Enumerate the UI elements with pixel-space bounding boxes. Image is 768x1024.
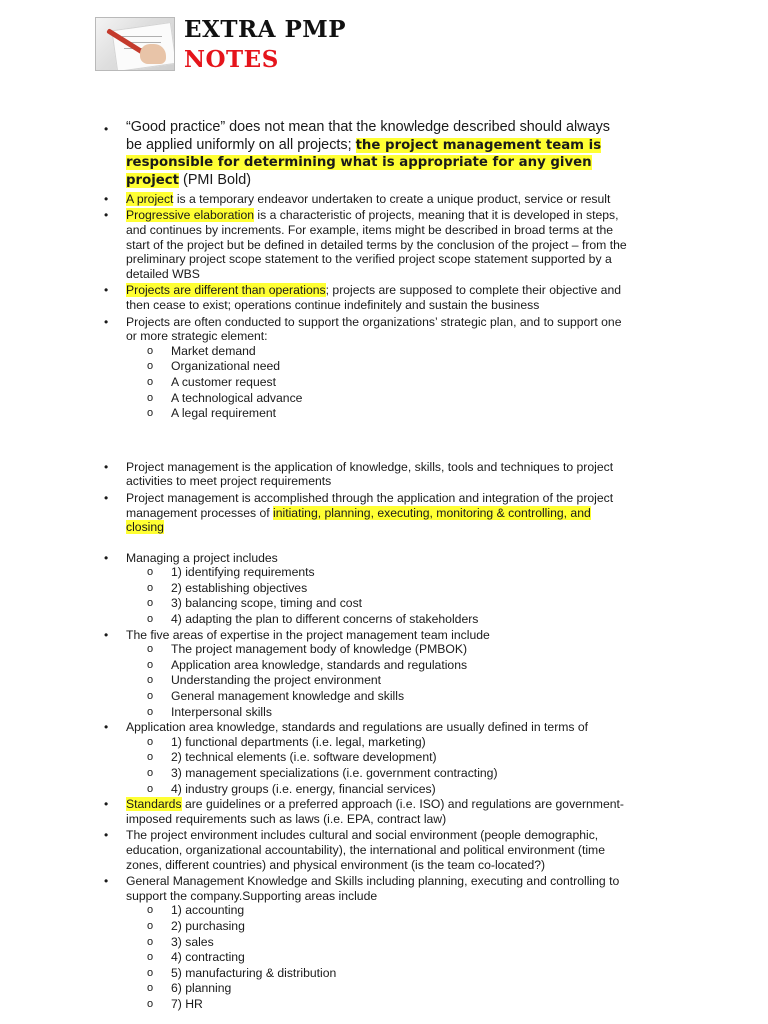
- sub-list-item: o 2) purchasing: [147, 918, 245, 933]
- highlighted-text: Progressive elaboration: [126, 208, 255, 223]
- sub-list-item: o 4) contracting: [147, 950, 245, 965]
- circle-bullet-icon: o: [147, 690, 154, 703]
- sub-list-item: o General management knowledge and skills: [147, 689, 405, 704]
- sub-list-item: o 4) industry groups (i.e. energy, financial services): [147, 781, 436, 796]
- circle-bullet-icon: o: [147, 597, 154, 610]
- highlighted-text: Projects are different than operations: [126, 283, 326, 298]
- list-item: • Progressive elaboration is a characteristic of projects, meaning that it is developed in steps, and continues by increments. For example, items might be described in broad terms at the start of the project but be defined in detailed terms by the conclusion of the project – from the preliminary project scope statement to the verified project scope statement supported by a detailed WBS: [104, 208, 627, 281]
- circle-bullet-icon: o: [147, 767, 154, 779]
- sub-list-item: o A technological advance: [147, 390, 303, 405]
- circle-bullet-icon: o: [147, 407, 154, 420]
- circle-bullet-icon: o: [147, 935, 154, 948]
- page-title: EXTRA PMP: [184, 16, 347, 43]
- notes-photo-icon: [95, 17, 175, 71]
- circle-bullet-icon: o: [147, 581, 154, 594]
- circle-bullet-icon: o: [147, 566, 154, 579]
- list-item: • “Good practice” does not mean that the knowledge described should always be applied uniformly on all projects; the project management team is responsible for determining what is appropriate for any given project (PMI Bold): [104, 119, 610, 189]
- sub-list-item: o 1) functional departments (i.e. legal, marketing): [147, 734, 426, 749]
- highlighted-text: the project management team is responsible for determining what is appropriate for any given project: [126, 137, 602, 189]
- highlighted-text: A project: [126, 191, 174, 206]
- list-item: • Projects are different than operations; projects are supposed to complete their objective and then cease to exist; operations continue indefinitely and sustain the business: [104, 283, 622, 312]
- bullet-icon: •: [104, 208, 109, 223]
- highlighted-text: Standards: [126, 797, 182, 812]
- list-item: • General Management Knowledge and Skills including planning, executing and controlling to support the company.Supporting areas include: [104, 874, 620, 903]
- page-subtitle: NOTES: [184, 46, 279, 73]
- sub-list-item: o 4) adapting the plan to different concerns of stakeholders: [147, 612, 479, 627]
- circle-bullet-icon: o: [147, 735, 154, 748]
- bullet-icon: •: [104, 122, 109, 136]
- bullet-icon: •: [104, 720, 109, 735]
- sub-list-item: o 3) sales: [147, 934, 214, 949]
- list-item: • The project environment includes cultural and social environment (people demographic, education, organizational accountability), the international and political environment (time zones, different countries) and physical environment (is the team co-located?): [104, 828, 605, 872]
- highlighted-text: initiating, planning, executing, monitoring & controlling, and closing: [126, 505, 591, 535]
- sub-list-item: o 5) manufacturing & distribution: [147, 965, 337, 980]
- circle-bullet-icon: o: [147, 375, 154, 388]
- sub-list-item: o Understanding the project environment: [147, 673, 382, 688]
- circle-bullet-icon: o: [147, 391, 154, 404]
- bullet-icon: •: [104, 459, 109, 474]
- sub-list-item: o The project management body of knowledge (PMBOK): [147, 642, 468, 657]
- list-item: • Standards are guidelines or a preferred approach (i.e. ISO) and regulations are government-imposed requirements such as laws (i.e. EPA, contract law): [104, 797, 624, 826]
- sub-list-item: o 3) balancing scope, timing and cost: [147, 596, 363, 611]
- list-item: • Project management is accomplished through the application and integration of the project management processes of initiating, planning, executing, monitoring & controlling, and closing: [104, 490, 614, 535]
- sub-list-item: o Market demand: [147, 343, 256, 358]
- list-item: • The five areas of expertise in the project management team include: [104, 627, 490, 642]
- sub-list-item: o 6) planning: [147, 981, 232, 996]
- bullet-icon: •: [104, 797, 109, 812]
- circle-bullet-icon: o: [147, 344, 154, 357]
- sub-list-item: o Organizational need: [147, 359, 281, 374]
- list-item: • Application area knowledge, standards and regulations are usually defined in terms of: [104, 720, 589, 735]
- circle-bullet-icon: o: [147, 904, 154, 917]
- circle-bullet-icon: o: [147, 782, 154, 795]
- list-item: • A project is a temporary endeavor undertaken to create a unique product, service or result: [104, 191, 611, 206]
- list-item: • Managing a project includes: [104, 550, 278, 565]
- circle-bullet-icon: o: [147, 674, 154, 687]
- sub-list-item: o 1) identifying requirements: [147, 565, 315, 580]
- list-item: • Projects are often conducted to support the organizations’ strategic plan, and to support one or more strategic element:: [104, 314, 622, 344]
- bullet-icon: •: [104, 314, 109, 329]
- sub-list-item: o Application area knowledge, standards and regulations: [147, 657, 468, 672]
- circle-bullet-icon: o: [147, 705, 154, 718]
- sub-list-item: o A legal requirement: [147, 406, 277, 421]
- circle-bullet-icon: o: [147, 982, 154, 995]
- circle-bullet-icon: o: [147, 919, 154, 932]
- sub-list-item: o 1) accounting: [147, 903, 245, 918]
- bullet-icon: •: [104, 874, 109, 889]
- bullet-icon: •: [104, 627, 109, 642]
- notes-list: [104, 119, 628, 1013]
- circle-bullet-icon: o: [147, 643, 154, 656]
- circle-bullet-icon: o: [147, 658, 154, 671]
- bullet-icon: •: [104, 828, 109, 843]
- sub-list-item: o A customer request: [147, 374, 276, 389]
- circle-bullet-icon: o: [147, 997, 154, 1010]
- bullet-icon: •: [104, 283, 109, 298]
- list-item: • Project management is the application of knowledge, skills, tools and techniques to project activities to meet project requirements: [104, 459, 614, 489]
- bullet-icon: •: [104, 191, 109, 206]
- circle-bullet-icon: o: [147, 751, 154, 764]
- circle-bullet-icon: o: [147, 613, 154, 626]
- circle-bullet-icon: o: [147, 966, 154, 979]
- sub-list-item: o 3) management specializations (i.e. government contracting): [147, 766, 498, 780]
- sub-list-item: o Interpersonal skills: [147, 704, 272, 719]
- bullet-icon: •: [104, 490, 109, 505]
- circle-bullet-icon: o: [147, 951, 154, 964]
- circle-bullet-icon: o: [147, 360, 154, 373]
- bullet-icon: •: [104, 550, 109, 565]
- sub-list-item: o 2) establishing objectives: [147, 580, 308, 595]
- sub-list-item: o 2) technical elements (i.e. software development): [147, 750, 437, 765]
- sub-list-item: o 7) HR: [147, 996, 203, 1011]
